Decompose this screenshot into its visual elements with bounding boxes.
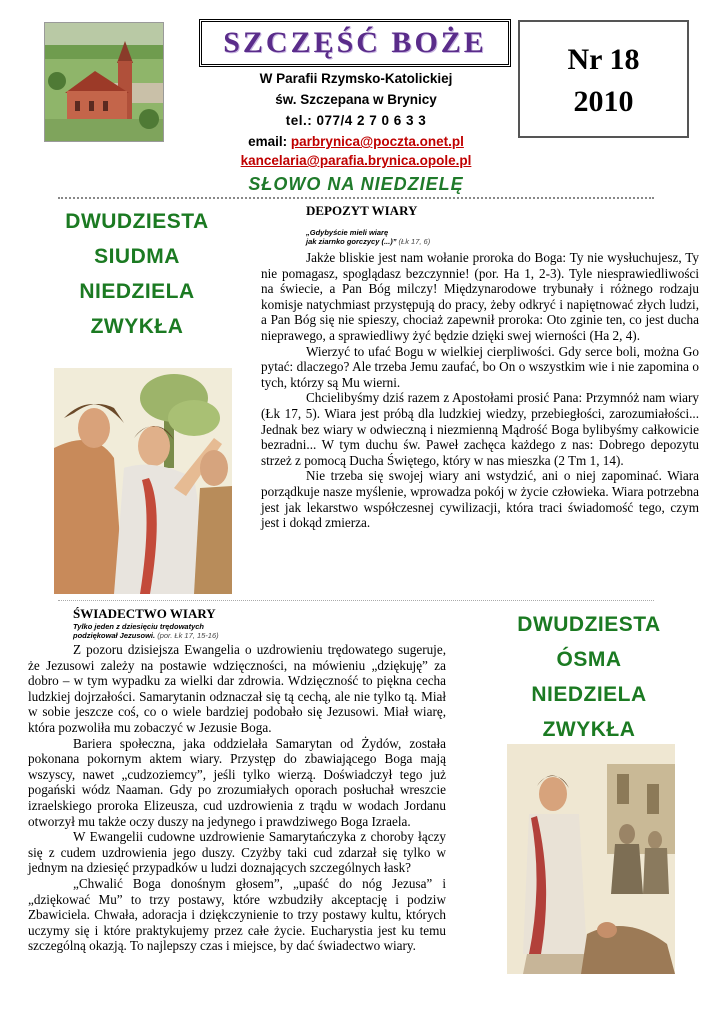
newsletter-title-box [199,19,511,67]
article-divider [58,600,654,601]
sunday-28-line-1: DWUDZIESTA [517,613,661,636]
article-2-title: ŚWIADECTWO WIARY [73,606,216,621]
apostles-painting [54,368,232,594]
sunday-28-line-4: ZWYKŁA [542,718,636,741]
sunday-27-line-4: ZWYKŁA [90,315,184,338]
article-2-quote-line-2: podziękował Jezusowi. [73,631,156,640]
parish-line-2: św. Szczepana w Brynicy [275,92,437,107]
email-link-2[interactable]: kancelaria@parafia.brynica.opole.pl [240,153,472,168]
section-heading: SŁOWO NA NIEDZIELĘ [248,174,464,194]
lepers-painting [507,744,675,974]
article-2-paragraph: W Ewangelii cudowne uzdrowienie Samarytańczyka z choroby łączy się z cudem uzdrowienia jego duszy. Czyżby taki cud zdarzał się tylko w jednym na dziesięć przypadków u ludzi doznających szczególnych łask? [28,829,446,876]
sunday-28-line-2: ÓSMA [556,648,622,671]
article-1-paragraph: Chcielibyśmy dziś razem z Apostołami prosić Pana: Przymnóż nam wiary (Łk 17, 5). Wiara jest próbą dla ludzkiej wiedzy, przebiegłości, zarozumiałości... Jednak bez wiary w odwieczną i niezmienną Mądrość Boga bylibyśmy całkowicie bezradni... W tym duchu św. Paweł zachęca każdego z nas: Dobrego depozytu strzeż z pomocą Ducha Świętego, który w nas mieszka (2 Tm 1, 14). [261,390,699,468]
header-divider [58,197,654,199]
lepers-illustration [507,744,675,974]
sunday-28-heading [486,607,692,747]
sunday-27-line-2: SIUDMA [94,245,180,268]
issue-number: Nr 18 [567,43,640,76]
article-1-title: DEPOZYT WIARY [306,203,418,218]
email-row-2 [176,153,536,168]
email-label: email: [248,134,288,149]
article-1-paragraph: Wierzyć to ufać Bogu w wielkiej cierpliwości. Gdy serce boli, można Go pytać: dlaczego? Ale trzeba Jemu zaufać, bo On o wszystkim wie i nie zapomina o tych, którzy są Mu wierni. [261,343,699,390]
parish-phone: tel.: 077/4 2 7 0 6 3 3 [285,113,427,128]
issue-box [518,20,689,138]
article-2-body [28,642,446,954]
article-1-body [261,250,699,531]
newsletter-title: SZCZĘŚĆ BOŻE [223,26,487,59]
article-2-quote-line-1: Tylko jeden z dziesięciu trędowatych [73,622,205,631]
email-link[interactable]: parbrynica@poczta.onet.pl [290,134,464,149]
sunday-28-line-3: NIEDZIELA [531,683,647,706]
sunday-27-line-1: DWUDZIESTA [65,210,209,233]
article-2-paragraph: „Chwalić Boga donośnym głosem”, „upaść do nóg Jezusa” i „dziękować Mu” to trzy postawy, które wzbudziły akceptację i podziw Zbawiciela. Chwała, adoracja i dziękczynienie to trzy postawy kultu, których uczymy się i które praktykujemy przez całe życie. Eucharystia jest ku temu szczególną okazją. To najlepszy czas i miejsce, by dać świadectwo wiary. [28,875,446,954]
church-illustration [45,23,163,141]
article-1-paragraph: Jakże bliskie jest nam wołanie proroka do Boga: Ty nie wysłuchujesz, Ty nie pomagasz, spoglądasz bezczynnie! (por. Ha 1, 2-3). Tyle niesprawiedliwości na świecie, a Pan Bóg milczy! Międzynarodowe trybunały i różnego rodzaju komisje natychmiast przystępują do pracy, żeby odkryć i napiętnować złych ludzi, a Pan Bóg się nie spieszy, chociaż zapewnił proroka: Oto zginie ten, co jest ducha nieprawego, a sprawiedliwy żyć będzie dzięki swej wierności (Ha 2, 4). [261,250,699,343]
article-2-quote [73,622,219,640]
article-1-paragraph: Nie trzeba się swojej wiary ani wstydzić, ani o niej zapominać. Wiara porządkuje nasze myślenie, wprowadza pokój w życie człowieka. Wiara potrzebna jest jak lekarstwo współczesnej cywilizacji, która traci świadomość tego, czym jest i dokąd zmierza. [261,468,699,531]
sunday-27-line-3: NIEDZIELA [79,280,195,303]
article-1-quote-ref: (Łk 17, 6) [398,237,431,246]
sunday-27-heading [42,204,232,344]
article-2-quote-ref: (por. Łk 17, 15-16) [157,631,219,640]
parish-line-1: W Parafii Rzymsko-Katolickiej [259,71,453,86]
article-2-paragraph: Z pozoru dzisiejsza Ewangelia o uzdrowieniu trędowatego sugeruje, że Jezusowi zależy na postawie wdzięczności, na mówieniu „dziękuję” za dobro – w tym wypadku za wielki dar zdrowia. Wdzięczność to piękna cecha ludzkiej dojrzałości. Samarytanin odznaczał się tą cechą, ale nie tylko tą. Miał w sobie jeszcze coś, co o wiele bardziej podobało się Jezusowi. Miał wiarę, która pozwoliła mu zobaczyć w Jezusie Boga. [28,642,446,735]
church-photo [44,22,164,142]
article-1-quote [306,228,430,246]
email-row [176,134,536,149]
article-1-quote-line-1: „Gdybyście mieli wiarę [306,228,389,237]
issue-year: 2010 [573,85,634,118]
article-2-paragraph: Bariera społeczna, jaka oddzielała Samarytan od Żydów, została pokonana pokornym aktem wiary. Przystęp do zbawiającego Boga mają wszyscy, nawet „cudzoziemcy”, jeśli tylko wierzą. Doświadczył tego już pogański wódz Naaman. Gdy po zrozumiałych oporach posłuchał wreszcie izraelskiego proroka Elizeusza, cud uzdrowienia z trądu w wodach Jordanu otworzył mu także oczy duszy na jedynego i prawdziwego Boga Izraela. [28,735,446,829]
article-1-quote-line-2: jak ziarnko gorczycy (...)” [306,237,397,246]
apostles-illustration [54,368,232,594]
